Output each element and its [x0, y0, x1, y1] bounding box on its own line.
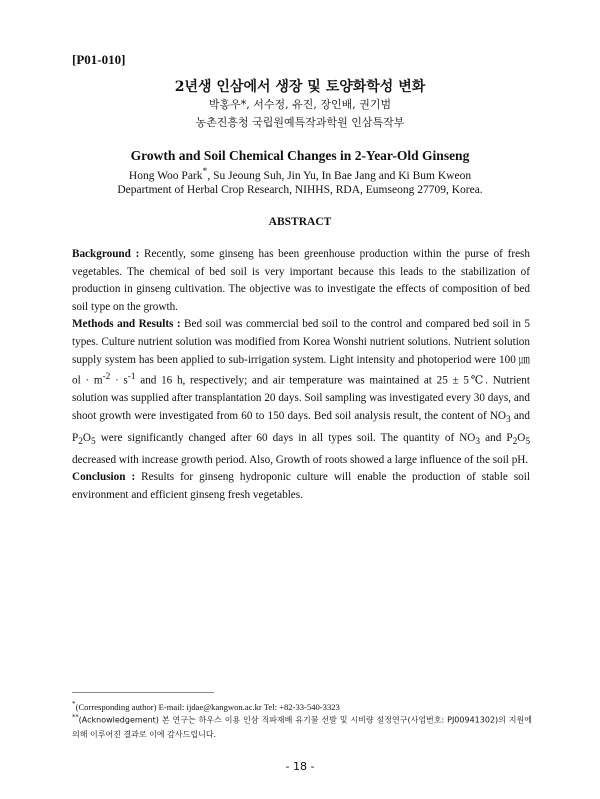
methods-text-2: and 16 h, respectively; and air temperature was maintained at 25 ± 5℃. Nutrient solution was supplied after transplantation 20 days. Soil sampling was investigated every 30 days, and shoot growth were investigated from 60 to 150 days. Bed soil analysis result, the content of NO: [72, 374, 530, 423]
sub-no3: 3: [506, 415, 511, 426]
sub-o5-b: 5: [525, 437, 531, 448]
footnote-star: *: [72, 700, 76, 708]
conclusion-paragraph: [72, 469, 530, 504]
background-label: Background :: [72, 248, 140, 260]
corresponding-text: (Corresponding author) E-mail: ijdae@kangwon.ac.kr Tel: +82-33-540-3323: [75, 701, 340, 712]
methods-paragraph: [72, 316, 530, 469]
methods-text-3: were significantly changed after 60 days in all types soil. The quantity of NO: [95, 431, 476, 444]
unit-sup-s: -1: [127, 372, 136, 383]
and-p-b: and P: [480, 431, 513, 444]
o-letter-b: O: [517, 431, 526, 444]
author-rest: , Su Jeoung Suh, Jin Yu, In Bae Jang and Ki Bum Kweon: [207, 169, 472, 182]
abstract-body: [72, 246, 530, 505]
conclusion-label: Conclusion :: [72, 471, 136, 484]
acknowledgement-text: (Acknowledgement) 본 연구는 하우스 이용 인삼 직파재배 유기물 선발 및 시비량 설정연구(사업번호: PJ00941302)의 지원에 의해 이루어진 결과로 이에 감사드립니다.: [72, 715, 532, 739]
footnote-double-star: **: [72, 713, 79, 721]
sub-p2: 2: [78, 437, 83, 448]
sub-no3-b: 3: [475, 437, 481, 448]
background-paragraph: [72, 246, 530, 316]
korean-authors: 박홍우*, 서수정, 유진, 장인배, 권기범: [208, 98, 392, 111]
page-number: - 18 -: [285, 760, 315, 773]
methods-label: Methods and Results :: [72, 318, 181, 331]
abstract-heading: ABSTRACT: [268, 216, 332, 228]
sub-p2-b: 2: [512, 437, 518, 448]
english-authors: [60, 166, 540, 182]
unit-m: · m: [80, 374, 103, 387]
footnote-divider: [72, 692, 214, 693]
paper-code: [P01-010]: [72, 52, 126, 67]
author-star: *: [202, 166, 208, 177]
korean-affiliation: 농촌진흥청 국립원예특작과학원 인삼특작부: [195, 116, 405, 129]
background-text: Recently, some ginseng has been greenhouse production within the purse of fresh vegetables. The chemical of bed soil is very important because this leads to the stabilization of production in ginseng cultivation. The objective was to investigate the effects of composition of bed soil type on the growth.: [72, 248, 530, 313]
o-letter: O: [82, 431, 91, 444]
methods-text-1: Bed soil was commercial bed soil to the control and compared bed soil in 5 types. Culture nutrient solution was modified from Korea Wonshi nutrient solutions. Nutrient solution supply system has been applied to sub-irrigation system. Light intensity and photoperiod were 100: [72, 318, 530, 366]
author-first: Hong Woo Park: [128, 169, 203, 182]
sub-o5: 5: [91, 437, 96, 448]
methods-text-4: decreased with increase growth period. Also, Growth of roots showed a large influence of the soil pH.: [72, 453, 529, 466]
footnote-acknowledgement: [72, 710, 532, 742]
unit-sup-m: -2: [102, 372, 111, 383]
unit-mol: ㎛ol: [72, 353, 530, 387]
english-affiliation: Department of Herbal Crop Research, NIHHS, RDA, Eumseong 27709, Korea.: [117, 184, 483, 196]
korean-title: 2년생 인삼에서 생장 및 토양화학성 변화: [174, 79, 426, 95]
english-title: Growth and Soil Chemical Changes in 2-Year-Old Ginseng: [130, 148, 470, 163]
unit-s: · s: [110, 374, 128, 387]
conclusion-text: Results for ginseng hydroponic culture will enable the production of stable soil environment and efficient ginseng fresh vegetables.: [72, 471, 530, 501]
and-p: and P: [72, 410, 530, 444]
